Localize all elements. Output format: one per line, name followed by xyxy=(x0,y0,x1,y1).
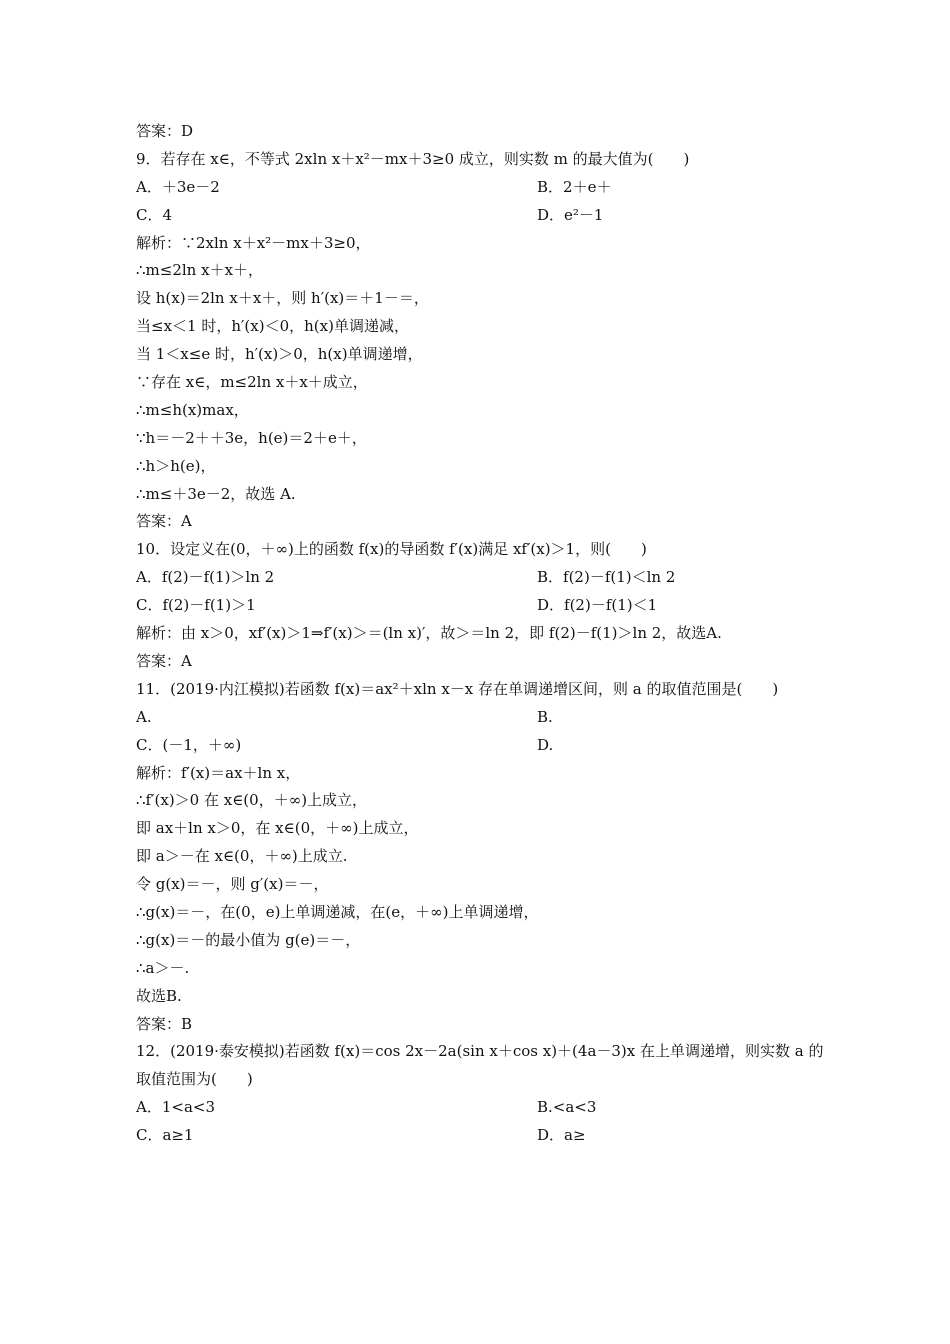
q9-analysis-line: ∴m≤＋3e－2，故选 A. xyxy=(136,484,296,503)
q9-analysis-line: 当 1＜x≤e 时，h′(x)＞0，h(x)单调递增， xyxy=(136,345,423,364)
q12-option-b: B.<a<3 xyxy=(537,1098,597,1117)
q9-option-d: D．e²－1 xyxy=(537,205,604,224)
q10-stem: 10．设定义在(0，＋∞)上的函数 f(x)的导函数 f′(x)满足 xf′(x)＞1，则( ) xyxy=(136,540,647,559)
q9-analysis-line: ∵h＝－2＋＋3e，h(e)＝2＋e＋， xyxy=(136,428,367,447)
q11-analysis-line: 故选B. xyxy=(136,986,182,1005)
q9-analysis-line: ∴m≤2ln x＋x＋， xyxy=(136,261,264,280)
q10-answer: 答案：A xyxy=(136,651,192,670)
q11-analysis-line: ∴f′(x)＞0 在 x∈(0，＋∞)上成立， xyxy=(136,791,368,810)
q12-options-row-1 xyxy=(136,1094,826,1122)
q10-option-d: D．f(2)－f(1)＜1 xyxy=(537,596,658,615)
q12-option-d: D．a≥ xyxy=(537,1126,586,1145)
q9-analysis-line: ∴m≤h(x)max， xyxy=(136,400,249,419)
q11-analysis-line: 即 ax＋ln x＞0，在 x∈(0，＋∞)上成立， xyxy=(136,819,419,838)
q12-option-c: C．a≥1 xyxy=(136,1126,194,1145)
q11-options-row-2 xyxy=(136,732,826,760)
q11-analysis-line: 解析：f′(x)＝ax＋ln x， xyxy=(136,763,301,782)
q9-option-b: B．2＋e＋ xyxy=(537,177,612,196)
q11-analysis-line: ∴g(x)＝－的最小值为 g(e)＝－， xyxy=(136,930,361,949)
q11-analysis-line: 即 a＞－在 x∈(0，＋∞)上成立. xyxy=(136,847,348,866)
q10-option-b: B．f(2)－f(1)＜ln 2 xyxy=(537,568,676,587)
q9-analysis-line: 当≤x＜1 时，h′(x)＜0，h(x)单调递减， xyxy=(136,317,409,336)
q9-analysis-line: 设 h(x)＝2ln x＋x＋，则 h′(x)＝＋1－＝， xyxy=(136,289,429,308)
q9-option-a: A．＋3e－2 xyxy=(136,177,220,196)
q12-option-a: A．1<a<3 xyxy=(136,1098,215,1117)
q9-analysis-line: ∵存在 x∈，m≤2ln x＋x＋成立， xyxy=(136,373,368,392)
q11-stem: 11．(2019·内江模拟)若函数 f(x)＝ax²＋xln x－x 存在单调递增区间，则 a 的取值范围是( ) xyxy=(136,679,779,698)
q11-option-d: D. xyxy=(537,735,554,754)
q9-option-c: C．4 xyxy=(136,205,173,224)
q10-analysis: 解析：由 x＞0，xf′(x)＞1⇒f′(x)＞＝(ln x)′，故＞＝ln 2，即 f(2)－f(1)＞ln 2，故选A. xyxy=(136,624,722,643)
q11-option-a: A. xyxy=(136,707,152,726)
q9-answer: 答案：A xyxy=(136,512,192,531)
q11-option-c: C．(－1，＋∞) xyxy=(136,735,242,754)
q8-answer: 答案：D xyxy=(136,122,194,140)
q9-options-row-1 xyxy=(136,174,826,202)
q10-options-row-1 xyxy=(136,564,826,592)
q9-options-row-2 xyxy=(136,202,826,230)
q11-analysis-line: 令 g(x)＝－，则 g′(x)＝－， xyxy=(136,875,329,894)
document-page xyxy=(136,118,826,1150)
q11-analysis-line: ∴g(x)＝－，在(0，e)上单调递减，在(e，＋∞)上单调递增， xyxy=(136,902,539,921)
q12-stem: 12．(2019·泰安模拟)若函数 f(x)＝cos 2x－2a(sin x＋cos x)＋(4a－3)x 在上单调递增，则实数 a 的取值范围为( ) xyxy=(136,1042,824,1089)
q10-options-row-2 xyxy=(136,592,826,620)
q9-analysis-line: ∴h＞h(e)， xyxy=(136,456,216,475)
q9-stem: 9．若存在 x∈，不等式 2xln x＋x²－mx＋3≥0 成立，则实数 m 的最大值为( ) xyxy=(136,149,690,168)
q10-option-c: C．f(2)－f(1)＞1 xyxy=(136,596,256,615)
q12-options-row-2 xyxy=(136,1122,826,1150)
q11-option-b: B. xyxy=(537,707,553,726)
q11-answer: 答案：B xyxy=(136,1014,193,1033)
q9-analysis-line: 解析：∵2xln x＋x²－mx＋3≥0， xyxy=(136,233,371,252)
q11-analysis-line: ∴a＞－. xyxy=(136,958,190,977)
q11-options-row-1 xyxy=(136,704,826,732)
q10-option-a: A．f(2)－f(1)＞ln 2 xyxy=(136,568,275,587)
